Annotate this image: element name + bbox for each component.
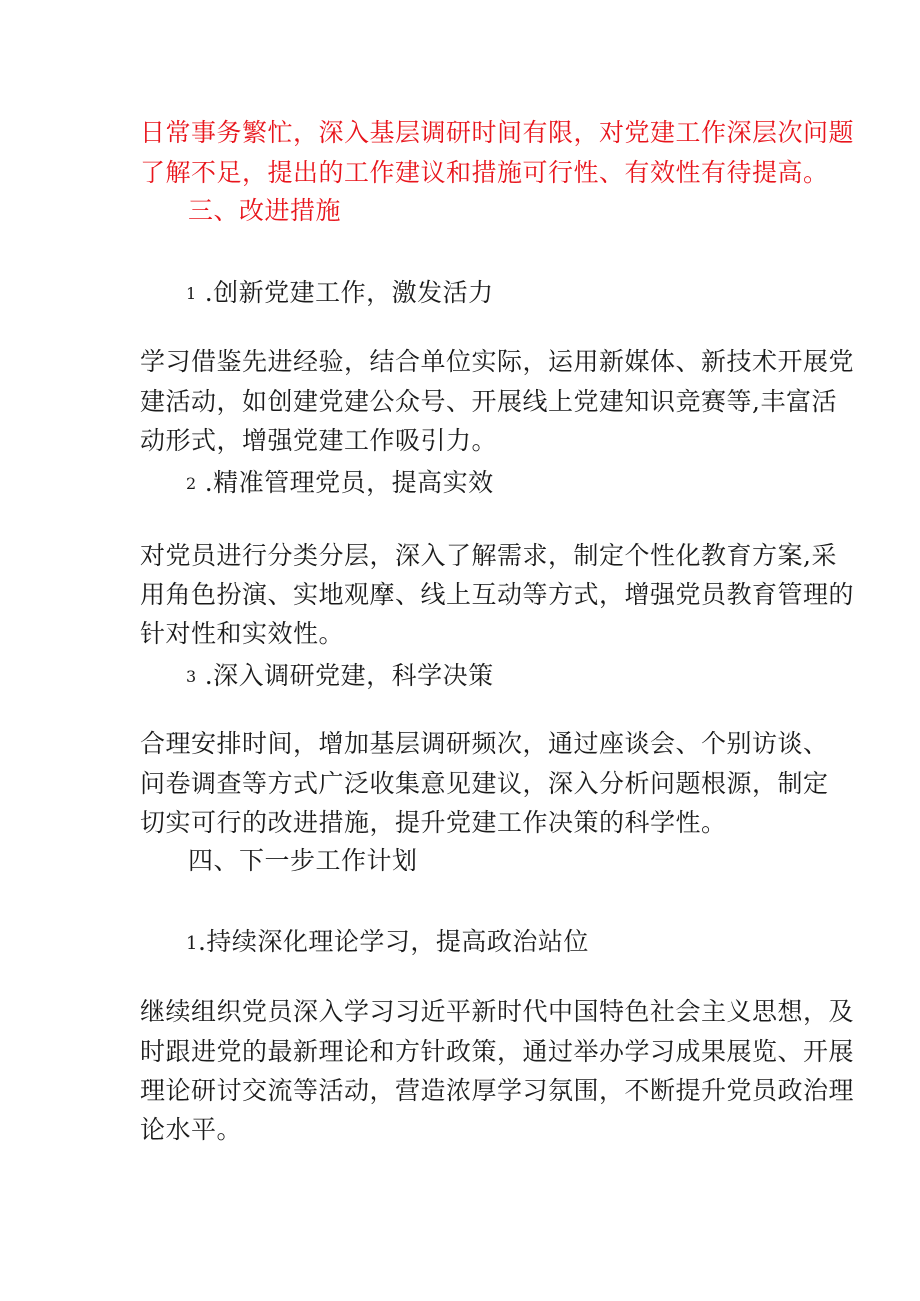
item-3-title: .深入调研党建，科学决策 bbox=[204, 661, 494, 690]
item-2-body-line-2: 用角色扮演、实地观摩、线上互动等方式，增强党员教育管理的 bbox=[140, 580, 855, 609]
item-1-body-line-2: 建活动，如创建党建公众号、开展线上党建知识竞赛等,丰富活 bbox=[140, 387, 837, 416]
item-2-title: .精准管理党员，提高实效 bbox=[204, 468, 494, 497]
intro-line-1: 日常事务繁忙，深入基层调研时间有限，对党建工作深层次问题 bbox=[140, 118, 855, 147]
plan-item-1-body-line-4: 论水平。 bbox=[140, 1115, 243, 1144]
item-2-number: 2 bbox=[186, 474, 197, 493]
item-3-body-line-3: 切实可行的改进措施，提升党建工作决策的科学性。 bbox=[140, 808, 727, 837]
section-3-heading: 三、改进措施 bbox=[188, 196, 342, 225]
item-3-body-line-2: 问卷调查等方式广泛收集意见建议，深入分析问题根源，制定 bbox=[140, 769, 829, 798]
item-3-body-line-1: 合理安排时间，增加基层调研频次，通过座谈会、个别访谈、 bbox=[140, 729, 829, 758]
item-2-body-line-3: 针对性和实效性。 bbox=[140, 619, 345, 648]
item-3-number: 3 bbox=[186, 667, 197, 686]
item-1-heading bbox=[186, 273, 494, 314]
item-1-body-line-3: 动形式，增强党建工作吸引力。 bbox=[140, 426, 498, 455]
item-2-heading bbox=[186, 463, 494, 504]
section-4-heading: 四、下一步工作计划 bbox=[188, 846, 418, 875]
plan-item-1-title: .持续深化理论学习，提高政治站位 bbox=[197, 927, 589, 956]
plan-item-1-number: 1 bbox=[186, 933, 198, 954]
plan-item-1-body-line-1: 继续组织党员深入学习习近平新时代中国特色社会主义思想，及 bbox=[140, 997, 855, 1026]
item-1-body-line-1: 学习借鉴先进经验，结合单位实际，运用新媒体、新技术开展党 bbox=[140, 347, 855, 376]
plan-item-1-body-line-3: 理论研讨交流等活动，营造浓厚学习氛围，不断提升党员政治理 bbox=[140, 1076, 855, 1105]
item-3-heading bbox=[186, 656, 494, 697]
item-1-number: 1 bbox=[186, 284, 197, 303]
plan-item-1-heading bbox=[186, 922, 589, 964]
intro-line-2: 了解不足，提出的工作建议和措施可行性、有效性有待提高。 bbox=[140, 158, 829, 187]
item-1-title: .创新党建工作，激发活力 bbox=[204, 278, 494, 307]
item-2-body-line-1: 对党员进行分类分层，深入了解需求，制定个性化教育方案,采 bbox=[140, 541, 837, 570]
plan-item-1-body-line-2: 时跟进党的最新理论和方针政策，通过举办学习成果展览、开展 bbox=[140, 1037, 855, 1066]
